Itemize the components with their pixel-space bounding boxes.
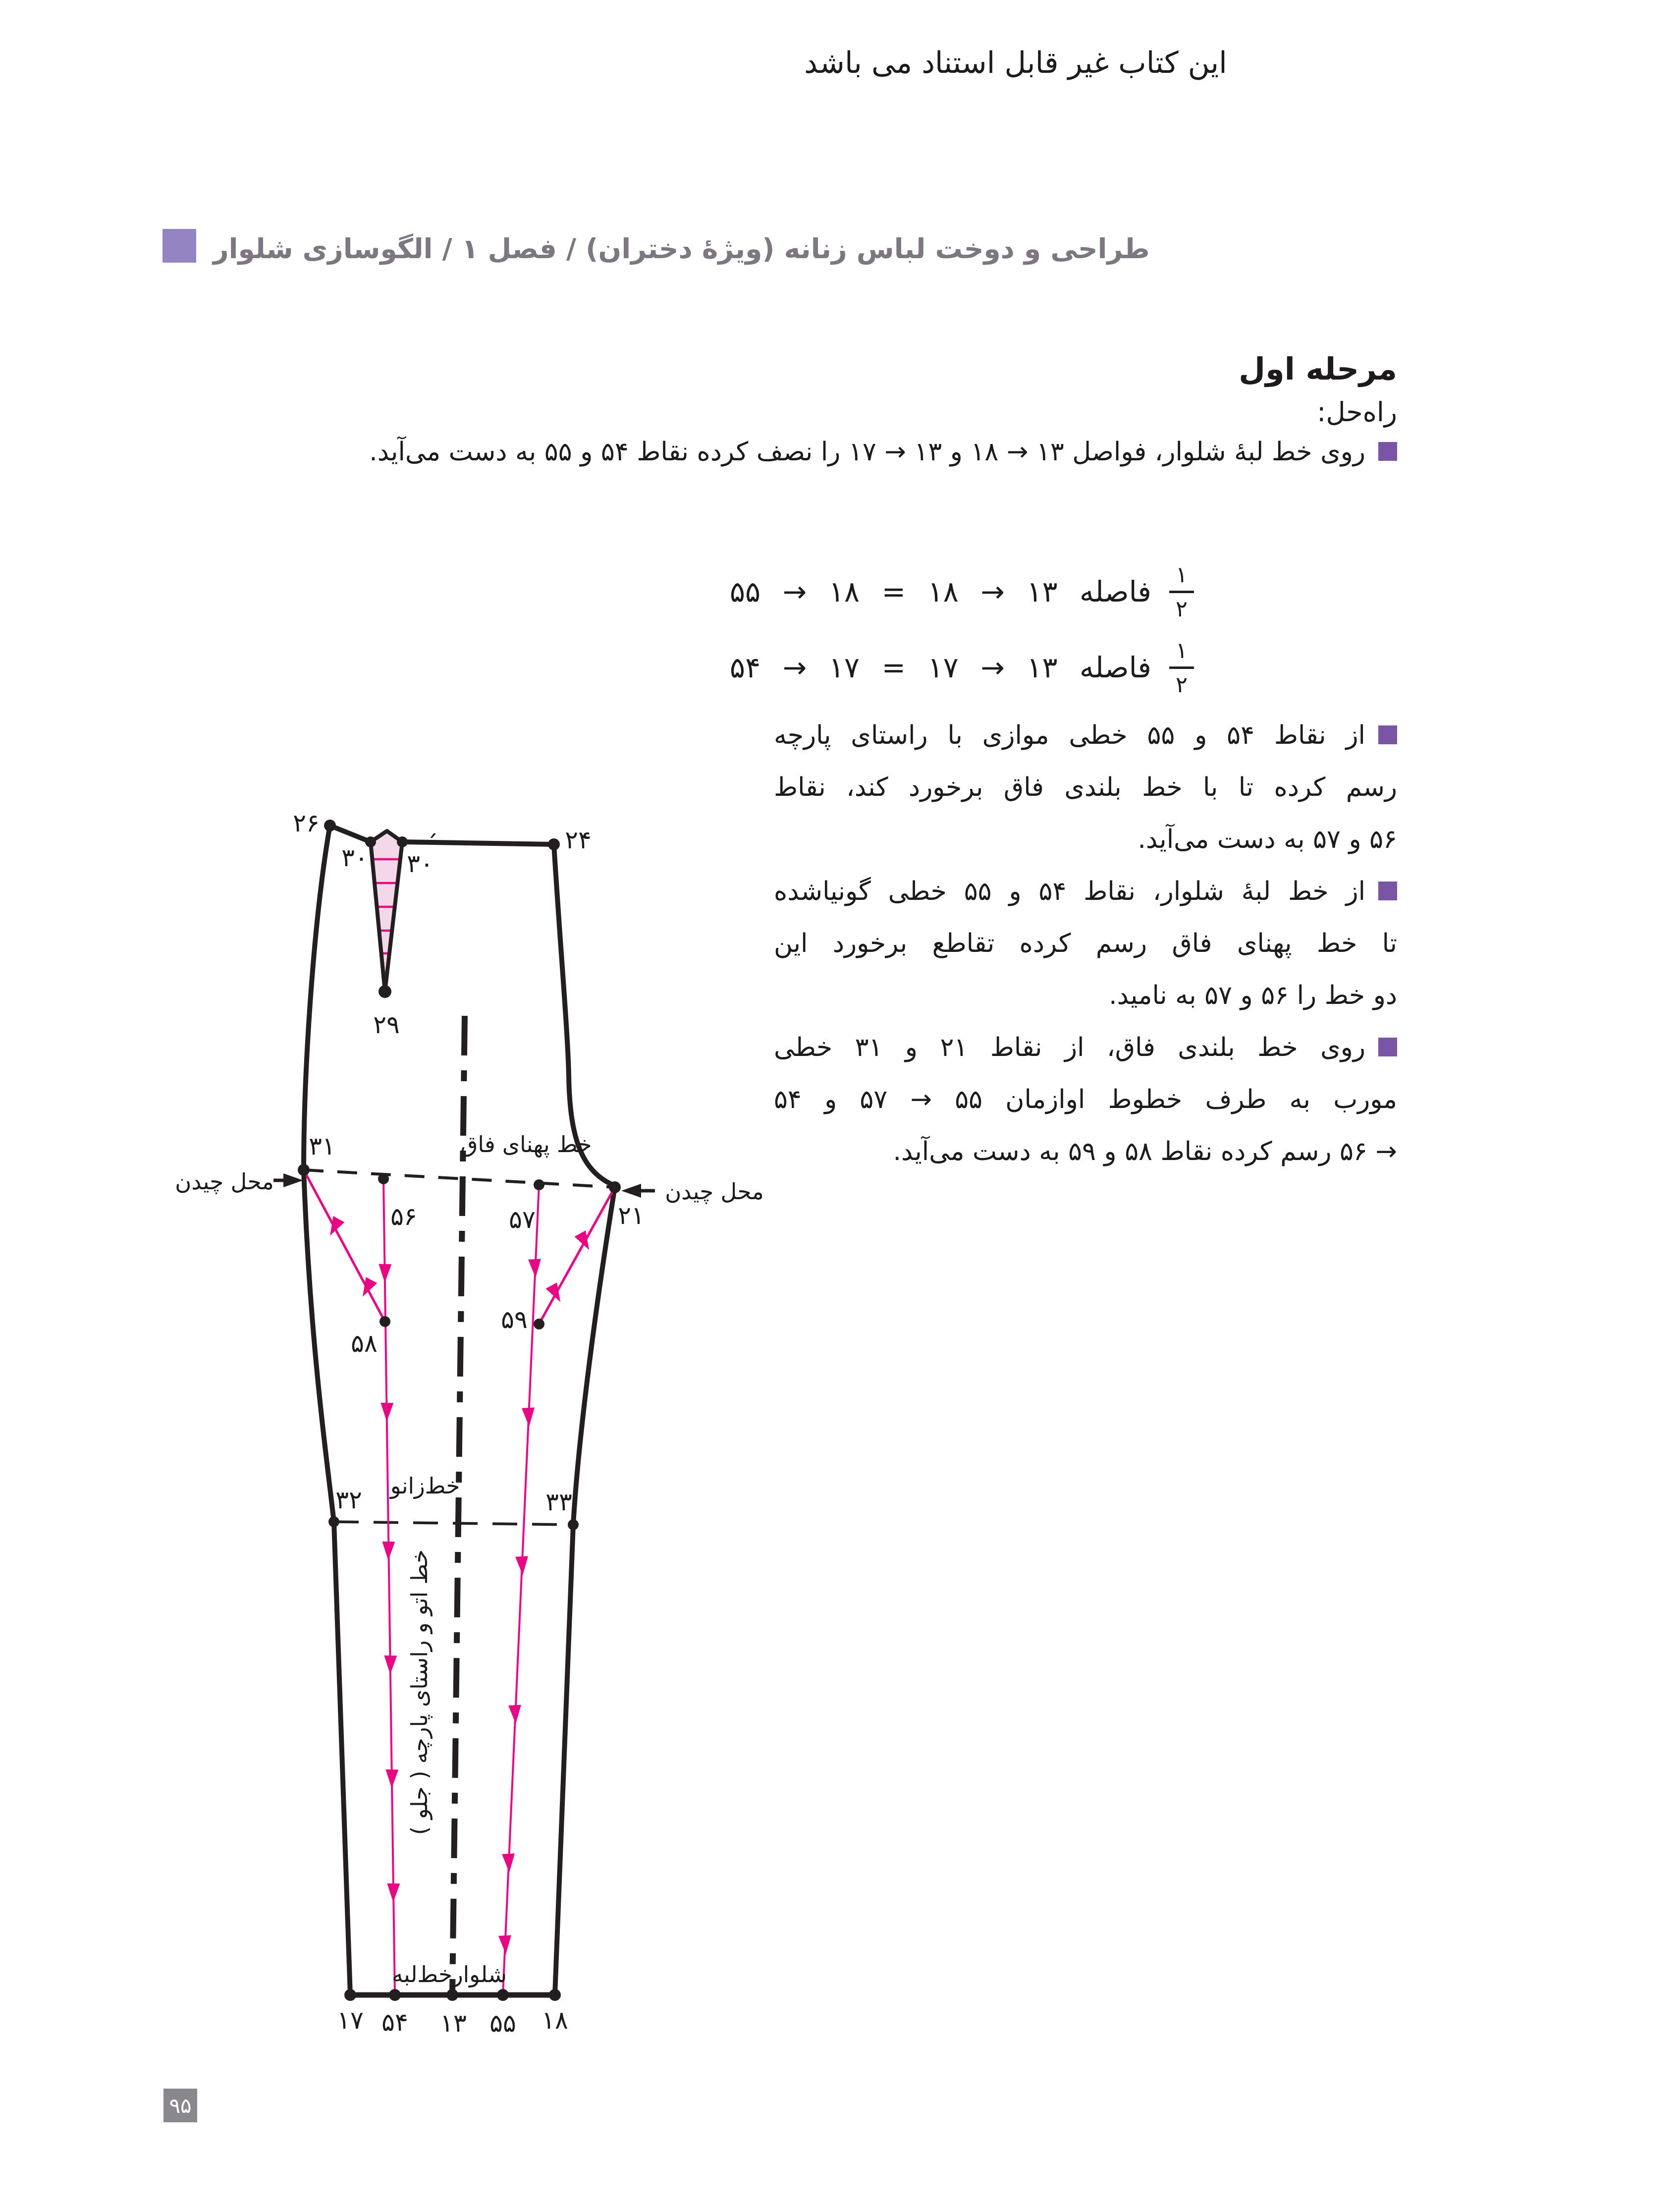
point-label-54: ۵۴ (381, 2008, 408, 2037)
cut-place-right-label: محل چیدن (665, 1178, 764, 1205)
bullet-paragraph (774, 866, 1397, 1022)
point-label-30-prime: ۳۰ (407, 849, 433, 878)
fraction-numerator: ۱ (1175, 637, 1188, 664)
fraction-denominator: ۲ (1175, 671, 1188, 698)
bullet-square-icon (1378, 442, 1397, 461)
intro-bullet (369, 435, 1397, 469)
waist-line-right (402, 842, 554, 844)
notice-text: این کتاب غیر قابل استناد می باشد (804, 46, 1227, 80)
inseam (555, 1187, 615, 1995)
bullet-line-text: از نقاط ۵۴ و ۵۵ خطی موازی با راستای پارچه (774, 720, 1365, 750)
waist-line-left (330, 826, 371, 842)
point-label-30: ۳۰ (341, 843, 368, 872)
fraction-denominator: ۲ (1175, 595, 1188, 622)
trouser-pattern-diagram (163, 773, 832, 2042)
formula-expression: فاصله ۱۳ → ۱۸ = ۱۸ → ۵۵ (729, 575, 1151, 608)
intro-bullet-text: روی خط لبهٔ شلوار، فواصل ۱۳ → ۱۸ و ۱۳ → ۱۷ را نصف کرده نقاط ۵۴ و ۵۵ به دست می‌آید. (369, 437, 1365, 467)
page-number: ۹۵ (169, 2093, 192, 2118)
crotch-width-dashed-line (304, 1170, 615, 1187)
bullet-line: رسم کرده تا با خط بلندی فاق برخورد کند، نقاط (774, 773, 1397, 802)
grain-line-label: خط اتو و راستای پارچه ( جلو ) (406, 1549, 433, 1835)
bullet-paragraph (774, 710, 1397, 866)
fraction-one-half (1169, 639, 1194, 696)
cut-place-left-label: محل چیدن (175, 1168, 274, 1195)
point-label-17: ۱۷ (337, 2006, 364, 2035)
crotch-width-line-label: خط پهنای فاق (460, 1131, 592, 1158)
bullet-line (774, 1022, 1397, 1074)
formula-row-2 (730, 630, 1194, 705)
pattern-outline (304, 826, 615, 1995)
formula-row-1 (730, 554, 1194, 629)
fraction-one-half (1169, 563, 1194, 620)
formula-expression: فاصله ۱۳ → ۱۷ = ۱۷ → ۵۴ (729, 651, 1151, 684)
diagonal-31-58 (304, 1170, 385, 1322)
vertical-56-54 (383, 1179, 395, 1995)
bullet-line: ۵۶ و ۵۷ به دست می‌آید. (1137, 825, 1397, 854)
point-label-55: ۵۵ (489, 2009, 516, 2038)
knee-line-label: خط‌زانو (390, 1473, 460, 1499)
bullet-line: دو خط را ۵۶ و ۵۷ به نامید. (1109, 981, 1397, 1010)
cut-arrow-left-head-icon (283, 1173, 303, 1187)
point-label-32: ۳۲ (335, 1486, 362, 1514)
bullet-line-text: روی خط بلندی فاق، از نقاط ۲۱ و ۳۱ خطی (774, 1033, 1366, 1062)
point-label-57: ۵۷ (509, 1205, 536, 1234)
hem-line-label-right: شلوار (452, 1961, 507, 1988)
point-label-58: ۵۸ (351, 1329, 378, 1358)
point-label-33: ۳۳ (545, 1488, 572, 1516)
prime-mark: ´ (426, 830, 438, 859)
point-label-59: ۵۹ (501, 1305, 528, 1334)
bullet-line: تا خط پهنای فاق رسم کرده تقاطع برخورد این (774, 929, 1397, 958)
hem-line-label-left: خط‌لبه (392, 1961, 452, 1988)
point-label-13: ۱۳ (440, 2009, 467, 2038)
stage-title: مرحله اول (1239, 351, 1397, 387)
point-label-24: ۲۴ (565, 826, 592, 854)
page-number-badge (163, 2089, 197, 2122)
chapter-breadcrumb: طراحی و دوخت لباس زنانه (ویژهٔ دختران) / فصل ۱ / الگوسازی شلوار (213, 233, 1150, 265)
cut-arrow-right-head-icon (621, 1184, 641, 1198)
bullet-line: مورب به طرف خطوط اوازمان ۵۵ → ۵۷ و ۵۴ (774, 1085, 1397, 1114)
fraction-bar (1169, 666, 1194, 669)
point-label-29: ۲۹ (373, 1010, 400, 1039)
solution-label: راه‌حل: (1317, 396, 1397, 428)
point-label-18: ۱۸ (542, 2006, 568, 2035)
point-label-26: ۲۶ (293, 809, 320, 837)
center-crease-dashdot-line (452, 1016, 465, 1995)
fraction-bar (1169, 591, 1194, 593)
point-label-21: ۲۱ (618, 1201, 645, 1230)
bullet-line (774, 710, 1397, 762)
bullet-square-icon (1378, 882, 1397, 900)
bullet-line-text: از خط لبهٔ شلوار، نقاط ۵۴ و ۵۵ خطی گونیاشده (774, 877, 1366, 906)
left-side-seam (304, 826, 350, 1995)
bullet-square-icon (1378, 1038, 1397, 1056)
bullet-line (774, 866, 1397, 918)
fraction-numerator: ۱ (1175, 561, 1188, 588)
bullet-square-icon (1378, 725, 1397, 744)
bullet-paragraph (774, 1022, 1397, 1178)
bullet-line: → ۵۶ رسم کرده نقاط ۵۸ و ۵۹ به دست می‌آید. (893, 1137, 1397, 1166)
header-accent-square (162, 229, 196, 263)
point-label-31: ۳۱ (309, 1132, 335, 1161)
point-label-56: ۵۶ (390, 1202, 417, 1231)
knee-dashed-line (334, 1522, 573, 1525)
